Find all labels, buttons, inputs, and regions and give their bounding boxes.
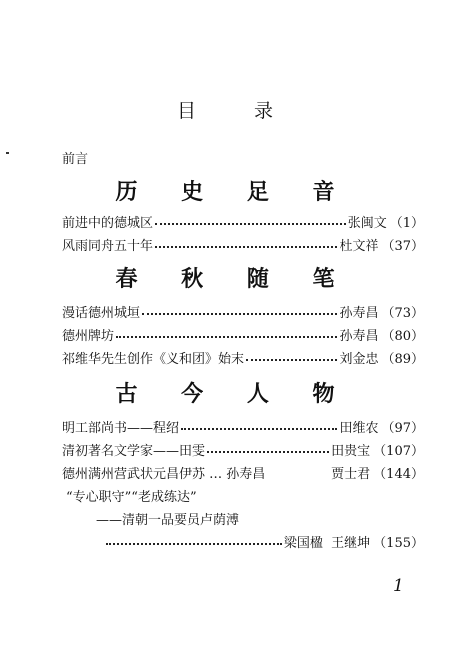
entry-page: （37） bbox=[381, 239, 424, 254]
toc-entry bbox=[62, 235, 424, 254]
entry-author: 孙寿昌 bbox=[339, 329, 379, 344]
scan-speck bbox=[6, 152, 9, 154]
dot-leader bbox=[106, 543, 282, 545]
toc-entry bbox=[106, 532, 424, 551]
entry-author: 杜文祥 bbox=[339, 239, 379, 254]
entry-title: 前进中的德城区 bbox=[62, 216, 154, 231]
entry-author: 刘金忠 bbox=[339, 352, 379, 367]
entry-author: 张闽文 bbox=[347, 216, 387, 231]
entry-title: 风雨同舟五十年 bbox=[62, 239, 154, 254]
entry-page: （107） bbox=[373, 444, 424, 459]
entry-title: 祁维华先生创作《义和团》始末 bbox=[62, 352, 245, 367]
entry-title: 漫话德州城垣 bbox=[62, 306, 141, 321]
toc-entry bbox=[62, 302, 424, 321]
dot-leader bbox=[207, 451, 329, 453]
entry-page: （144） bbox=[373, 467, 424, 482]
toc-entry bbox=[62, 417, 424, 436]
page-number: 1 bbox=[393, 576, 404, 596]
dot-leader bbox=[155, 223, 346, 225]
dot-leader bbox=[142, 313, 337, 315]
entry-author: 梁国楹 王继坤 bbox=[283, 536, 371, 551]
entry-author: 田贵宝 bbox=[331, 444, 371, 459]
entry-page: （73） bbox=[381, 306, 424, 321]
entry-author: 贾士君 bbox=[331, 467, 371, 482]
entry-title: 明工部尚书——程绍 bbox=[62, 421, 180, 436]
toc-entry bbox=[62, 463, 424, 482]
entry-title: 清初著名文学家——田雯 bbox=[62, 444, 206, 459]
entry-author: 孙寿昌 bbox=[339, 306, 379, 321]
multiline-entry-line2: ——清朝一品要员卢荫溥 bbox=[96, 513, 240, 528]
section-heading-history: 历 史 足 音 bbox=[115, 180, 353, 205]
dot-leader bbox=[181, 428, 337, 430]
dot-leader bbox=[116, 336, 337, 338]
section-heading-essays: 春 秋 随 笔 bbox=[115, 267, 353, 292]
entry-page: （155） bbox=[373, 536, 424, 551]
section-heading-figures: 古 今 人 物 bbox=[115, 382, 353, 407]
toc-entry bbox=[62, 348, 424, 367]
entry-author: 田维农 bbox=[339, 421, 379, 436]
entry-page: （80） bbox=[381, 329, 424, 344]
dot-leader bbox=[246, 359, 337, 361]
preface-entry: 前言 bbox=[62, 152, 89, 167]
entry-page: （97） bbox=[381, 421, 424, 436]
entry-page: （89） bbox=[381, 352, 424, 367]
multiline-entry-line1: “专心职守”“老成练达” bbox=[66, 490, 197, 505]
toc-entry bbox=[62, 440, 424, 459]
toc-entry bbox=[62, 325, 424, 344]
dot-leader bbox=[155, 246, 337, 248]
entry-page: （1） bbox=[389, 216, 424, 231]
entry-title: 德州牌坊 bbox=[62, 329, 115, 344]
page-title: 目 录 bbox=[176, 100, 300, 122]
entry-title: 德州满州营武状元昌伊苏 … 孙寿昌 bbox=[62, 467, 266, 482]
toc-entry bbox=[62, 212, 424, 231]
